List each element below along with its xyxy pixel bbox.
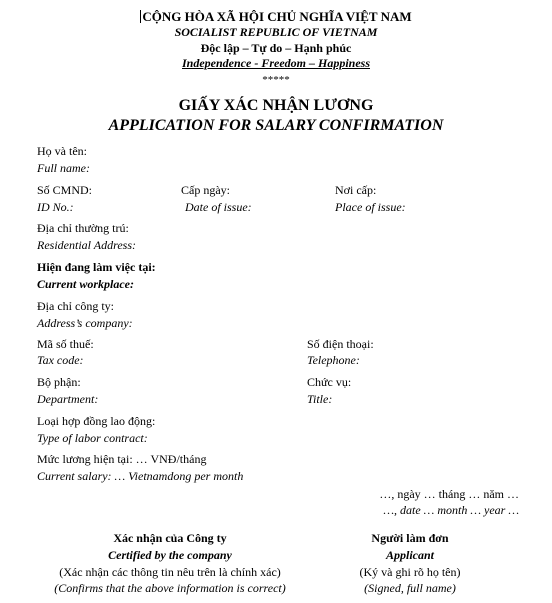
applicant-signature-block [330, 531, 490, 596]
applicant-signature-title-en: Applicant [385, 548, 434, 562]
tax-code-label-en: Tax code: [37, 353, 84, 367]
company-signature-block [40, 531, 300, 596]
company-address-label-en: Address’s company: [37, 316, 133, 330]
national-name-en: SOCIALIST REPUBLIC OF VIETNAM [174, 25, 378, 39]
date-of-issue-label-en: Date of issue: [185, 200, 252, 214]
company-signature-title-vi: Xác nhận của Công ty [113, 531, 227, 545]
date-line-en: …, date … month … year … [383, 503, 519, 517]
residential-address-label-vi: Địa chỉ thường trú: [37, 221, 129, 235]
company-signature-title-en: Certified by the company [108, 548, 232, 562]
full-name-label-en: Full name: [37, 161, 90, 175]
telephone-label-en: Telephone: [307, 353, 360, 367]
date-line-vi: …, ngày … tháng … năm … [379, 487, 519, 501]
labor-contract-label-vi: Loại hợp đồng lao động: [37, 414, 156, 428]
place-of-issue-label-en: Place of issue: [335, 200, 406, 214]
document-title-vi: GIẤY XÁC NHẬN LƯƠNG [178, 97, 374, 114]
place-of-issue-label-vi: Nơi cấp: [335, 183, 377, 197]
motto-en: Independence - Freedom – Happiness [182, 56, 370, 70]
applicant-signature-note-en: (Signed, full name) [364, 581, 456, 595]
national-name-vi: CỘNG HÒA XÃ HỘI CHỦ NGHĨA VIỆT NAM [142, 9, 412, 24]
id-no-label-en: ID No.: [37, 200, 74, 214]
applicant-signature-note-vi: (Ký và ghi rõ họ tên) [359, 565, 461, 579]
tax-code-label-vi: Mã số thuế: [37, 337, 94, 351]
job-title-label-vi: Chức vụ: [307, 375, 352, 389]
labor-contract-label-en: Type of labor contract: [37, 431, 148, 445]
document-title-en: APPLICATION FOR SALARY CONFIRMATION [108, 117, 444, 134]
telephone-label-vi: Số điện thoại: [307, 337, 374, 351]
motto-vi: Độc lập – Tự do – Hạnh phúc [200, 41, 352, 55]
header-separator: ***** [262, 74, 290, 86]
company-signature-note-en: (Confirms that the above information is correct) [54, 581, 286, 595]
id-no-label-vi: Số CMND: [37, 183, 93, 197]
residential-address-label-en: Residential Address: [37, 238, 136, 252]
company-signature-note-vi: (Xác nhận các thông tin nêu trên là chính xác) [59, 565, 281, 579]
department-label-vi: Bộ phận: [37, 375, 81, 389]
full-name-label-vi: Họ và tên: [37, 144, 87, 158]
current-salary-label-vi: Mức lương hiện tại: … VNĐ/tháng [37, 452, 207, 466]
date-of-issue-label-vi: Cấp ngày: [181, 183, 230, 197]
current-salary-label-en: Current salary: … Vietnamdong per month [37, 469, 244, 483]
applicant-signature-title-vi: Người làm đơn [371, 531, 449, 545]
company-address-label-vi: Địa chỉ công ty: [37, 299, 114, 313]
department-label-en: Department: [37, 392, 99, 406]
job-title-label-en: Title: [307, 392, 333, 406]
current-workplace-label-vi: Hiện đang làm việc tại: [37, 260, 156, 274]
current-workplace-label-en: Current workplace: [37, 277, 135, 291]
